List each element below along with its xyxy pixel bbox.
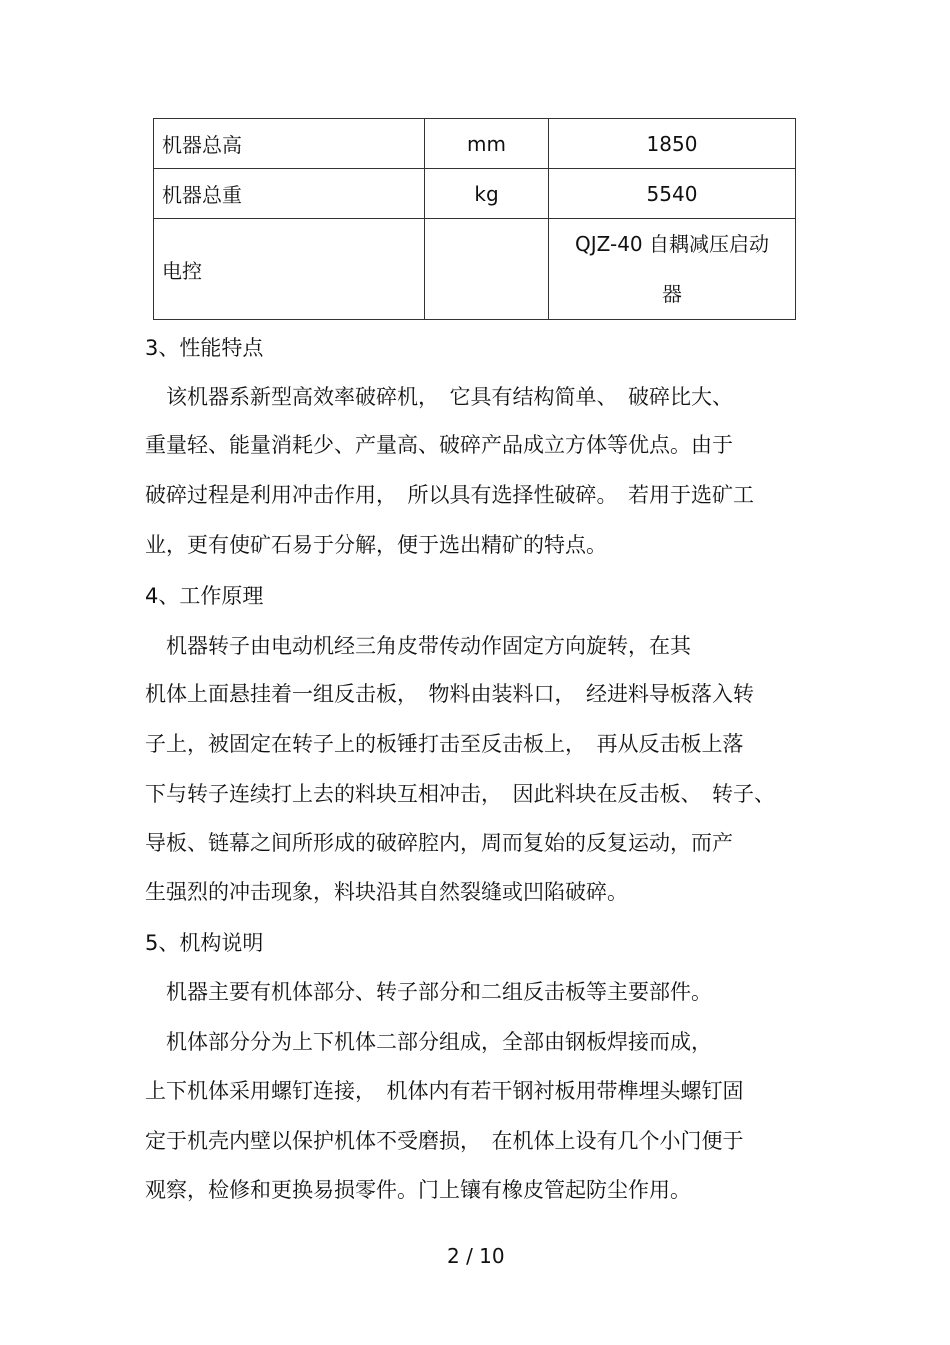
paragraph-line: 机体上面悬挂着一组反击板， 物料由装料口， 经进料导板落入转 [145,682,754,706]
row-unit [425,219,549,320]
paragraph-line: 生强烈的冲击现象，料块沿其自然裂缝或凹陷破碎。 [145,880,628,904]
paragraph-line: 业，更有使矿石易于分解，便于选出精矿的特点。 [145,533,607,557]
row-name: 机器总高 [154,119,425,169]
paragraph-line: 上下机体采用螺钉连接， 机体内有若干钢衬板用带榫埋头螺钉固 [145,1079,744,1103]
section-heading: 4、工作原理 [145,584,264,608]
row-name: 机器总重 [154,169,425,219]
row-name: 电控 [154,219,425,320]
row-value: 1850 [549,119,796,169]
paragraph-line: 导板、链幕之间所形成的破碎腔内，周而复始的反复运动，而产 [145,831,733,855]
table-row [154,119,796,169]
row-value-line2: 器 [662,282,682,306]
section-heading: 5、机构说明 [145,931,264,955]
paragraph-line: 重量轻、能量消耗少、产量高、破碎产品成立方体等优点。由于 [145,433,733,457]
paragraph-line: 破碎过程是利用冲击作用， 所以具有选择性破碎。 若用于选矿工 [145,483,754,507]
row-unit: kg [425,169,549,219]
spec-table [153,118,796,320]
table-row [154,169,796,219]
row-value-line1: QJZ-40 自耦减压启动 [574,232,769,256]
paragraph-line: 观察，检修和更换易损零件。门上镶有橡皮管起防尘作用。 [145,1178,691,1202]
paragraph-line: 机器转子由电动机经三角皮带传动作固定方向旋转，在其 [145,634,691,658]
page-number: 2 / 10 [447,1244,505,1268]
row-value: 5540 [549,169,796,219]
paragraph-line: 机体部分分为上下机体二部分组成，全部由钢板焊接而成， [145,1030,712,1054]
row-unit: mm [425,119,549,169]
paragraph-line: 定于机壳内壁以保护机体不受磨损， 在机体上设有几个小门便于 [145,1129,744,1153]
paragraph-line: 机器主要有机体部分、转子部分和二组反击板等主要部件。 [145,980,712,1004]
section-heading: 3、性能特点 [145,336,264,360]
row-value [549,219,796,320]
paragraph-line: 下与转子连续打上去的料块互相冲击， 因此料块在反击板、 转子、 [145,782,775,806]
table-row [154,219,796,320]
paragraph-line: 子上，被固定在转子上的板锤打击至反击板上， 再从反击板上落 [145,732,744,756]
paragraph-line: 该机器系新型高效率破碎机， 它具有结构简单、 破碎比大、 [145,385,733,409]
